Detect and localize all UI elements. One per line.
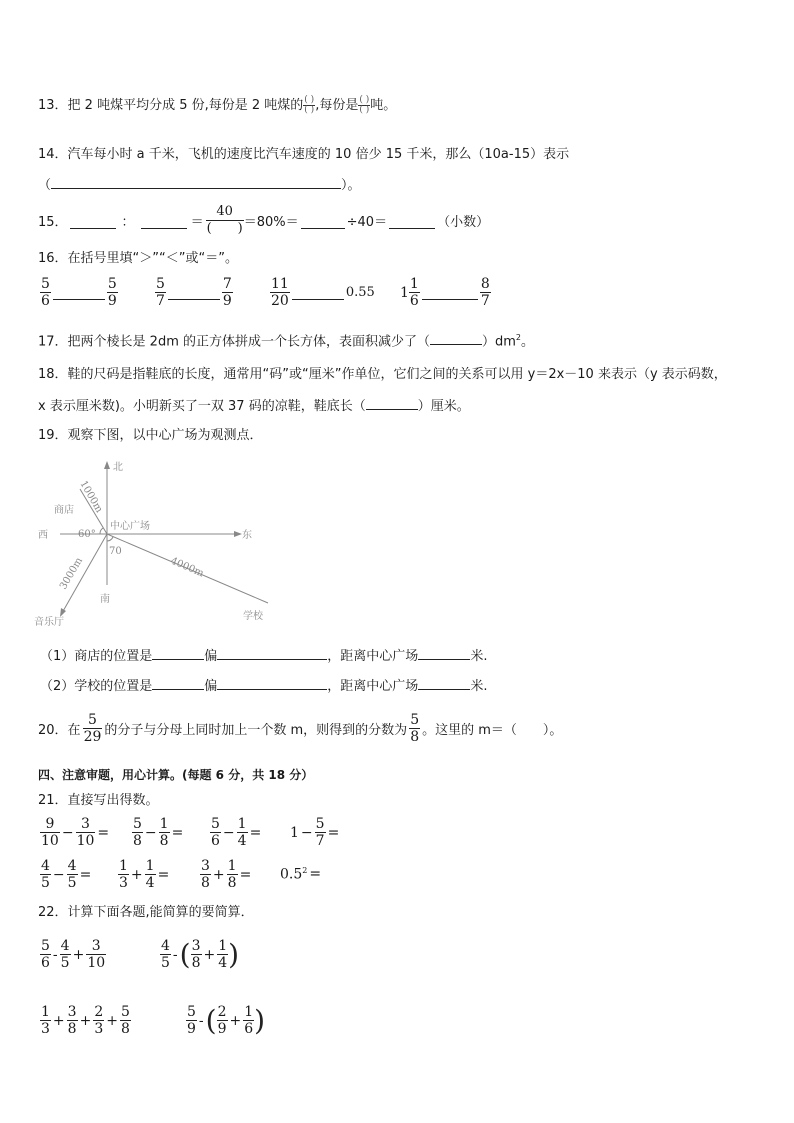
question-18-line2: x 表示厘米数)。小明新买了一双 37 码的凉鞋，鞋底长（ ）厘米。 (38, 396, 470, 416)
label-school: 学校 (243, 611, 263, 622)
label-dist-music: 3000m (58, 555, 86, 592)
question-18: 18．鞋的尺码是指鞋底的长度，通常用“码”或“厘米”作单位，它们之间的关系可以用 y＝2x－10 来表示（y 表示码数， (38, 367, 727, 382)
label-east: 东 (242, 530, 252, 541)
expression: 1 − $\frac{5}{7}$ = (290, 816, 340, 849)
question-17: 17．把两个棱长是 2dm 的正方体拼成一个长方体，表面积减少了（ ）$dm^2$。 (38, 333, 535, 350)
label-south: 南 (100, 594, 110, 605)
angle-arc-60 (100, 528, 103, 534)
question-19-sub1: （1）商店的位置是 偏 ，距离中心广场 米. (40, 646, 487, 666)
answer-blank[interactable] (430, 331, 482, 345)
label-dist-shop: 1000m (77, 479, 105, 515)
answer-blank[interactable] (152, 646, 204, 660)
expression: 1 3 + $\frac{1}{4}$ = (119, 858, 170, 891)
east-arrow (234, 531, 242, 537)
question-14-answer: （ ）。 (38, 175, 361, 195)
expression: $0.5^2$ = (280, 866, 322, 883)
label-angle-60: 60° (78, 529, 96, 540)
compare-item: 11 20 0.55 (271, 276, 375, 309)
blank-fraction[interactable]: ( ) ( ) (304, 95, 315, 115)
label-west: 西 (38, 530, 48, 541)
angle-arc-70 (107, 537, 113, 541)
direction-map (30, 455, 280, 630)
answer-blank[interactable] (389, 212, 435, 229)
expression: 4 5 − $\frac{4}{5}$ = (41, 858, 92, 891)
label-dist-school: 4000m (168, 555, 206, 580)
expression: 5 6 - 4 5 + $\frac{3}{10}$ (41, 938, 106, 971)
expression: 1 3 + $\frac{3}{8}$ + $\frac{2}{3}$ + $\frac{5}{8}$ (41, 1004, 130, 1037)
expression: 3 8 + $\frac{1}{8}$ = (201, 858, 252, 891)
answer-blank[interactable] (422, 286, 478, 300)
expression: 9 10 − $\frac{3}{10}$ = (41, 816, 110, 849)
answer-blank[interactable] (301, 212, 345, 229)
answer-blank[interactable] (418, 676, 470, 690)
question-21: 21．直接写出得数。 (38, 793, 159, 808)
label-shop: 商店 (54, 505, 74, 516)
answer-blank[interactable] (70, 212, 116, 229)
answer-blank[interactable] (53, 286, 105, 300)
label-angle-70: 70 (109, 546, 122, 557)
question-16: 16．在括号里填“＞”“＜”或“＝”。 (38, 251, 238, 266)
answer-blank[interactable] (168, 286, 220, 300)
answer-blank[interactable] (141, 212, 187, 229)
answer-blank[interactable] (152, 676, 204, 690)
question-19-sub2: （2）学校的位置是 偏 ，距离中心广场 米. (40, 676, 487, 696)
blank-fraction[interactable]: ( ) ( ) (359, 95, 370, 115)
expression: 4 5 - ( 3 8 + $\frac{1}{4}$ ) (161, 937, 240, 971)
compare-item: 1 1 6 8 7 (400, 276, 490, 309)
question-14: 14．汽车每小时 a 千米，飞机的速度比汽车速度的 10 倍少 15 千米，那么（10a-15）表示 (38, 147, 570, 162)
answer-blank[interactable] (51, 175, 341, 189)
label-north: 北 (113, 462, 123, 473)
question-20: 20． 在 5 29 的分子与分母上同时加上一个数 m，则得到的分数为 5 8 。这里的 m＝（ ）。 (38, 712, 563, 745)
answer-blank[interactable] (217, 676, 327, 690)
question-15: 15． ： ＝ 40 ( ) ＝80%＝ ÷40＝ （小数） (38, 204, 490, 236)
expression: 5 9 - ( 2 9 + $\frac{1}{6}$ ) (187, 1003, 266, 1037)
music-arrow (60, 608, 66, 617)
north-arrow (104, 461, 110, 469)
label-center: 中心广场 (110, 521, 150, 532)
answer-blank[interactable] (292, 286, 344, 300)
expression: 5 6 − $\frac{1}{4}$ = (211, 816, 262, 849)
question-19: 19．观察下图，以中心广场为观测点． (38, 428, 263, 443)
answer-blank[interactable] (366, 396, 418, 410)
compare-item: 5 6 5 9 (41, 276, 117, 309)
question-22: 22．计算下面各题,能简算的要简算． (38, 905, 254, 920)
compare-item: 5 7 7 9 (156, 276, 232, 309)
section-4-title: 四、注意审题，用心计算。(每题 6 分，共 18 分） (38, 768, 314, 782)
answer-blank[interactable] (217, 646, 327, 660)
answer-blank[interactable] (418, 646, 470, 660)
expression: 5 8 − $\frac{1}{8}$ = (133, 816, 184, 849)
question-13: 13．把 2 吨煤平均分成 5 份,每份是 2 吨煤的 ( ) ( ) ,每份是 ( ) ( ) 吨。 (38, 95, 397, 115)
label-music: 音乐厅 (34, 617, 64, 628)
fraction: 40 ( ) (206, 204, 243, 236)
